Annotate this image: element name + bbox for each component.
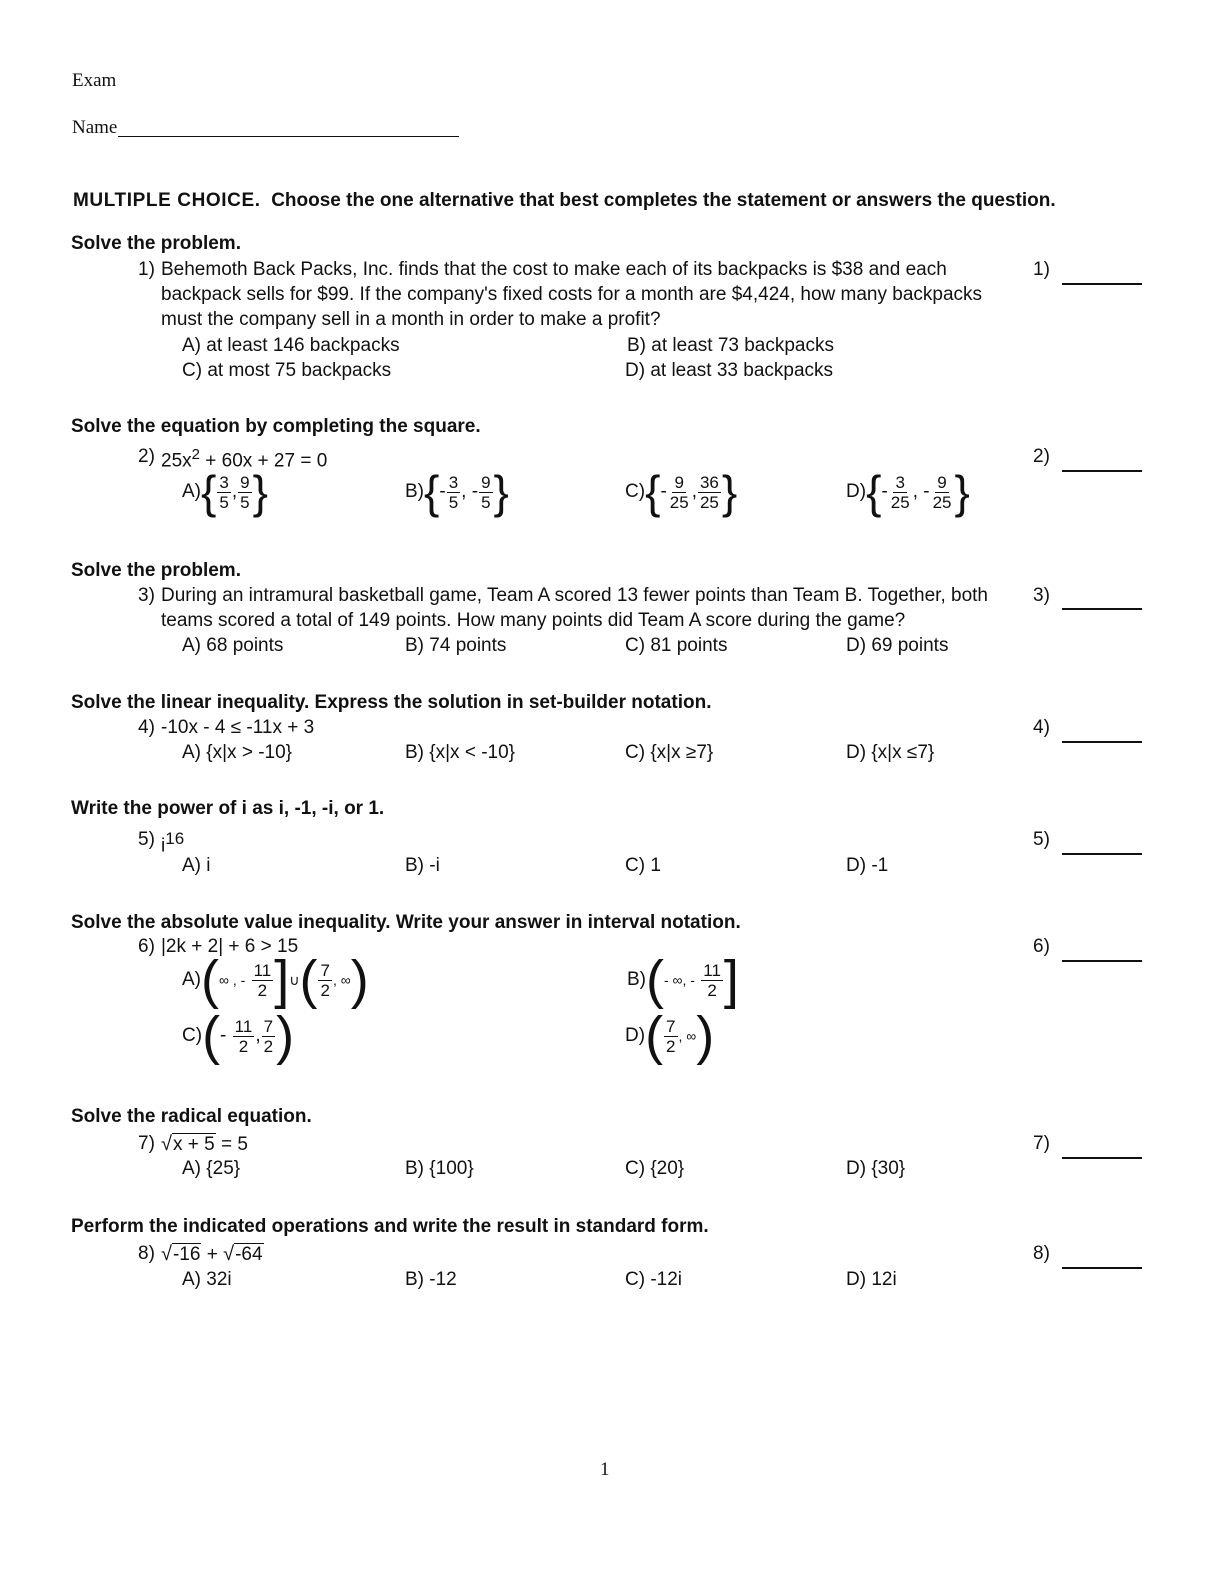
question-number-5: 5) xyxy=(138,829,155,850)
question-7-stem: √x + 5 = 5 xyxy=(161,1133,248,1155)
question-1-line-2: backpack sells for $99. If the company's fixed costs for a month are $4,424, how many backpacks xyxy=(161,284,983,305)
answer-blank-8[interactable] xyxy=(1062,1267,1142,1269)
instructions: MULTIPLE CHOICE. Choose the one alternative that best completes the statement or answers the question. xyxy=(73,190,1056,211)
choice-6d[interactable]: D) ( $\frac{7}{2}$ , ∞ ) xyxy=(625,1006,715,1066)
question-number-2: 2) xyxy=(138,446,155,467)
question-number-1: 1) xyxy=(138,259,155,280)
answer-number-7: 7) xyxy=(1033,1133,1050,1154)
radicand: -64 xyxy=(235,1244,263,1265)
question-6-stem: |2k + 2| + 6 > 15 xyxy=(161,936,299,957)
choice-1b[interactable]: B) at least 73 backpacks xyxy=(627,335,834,356)
choice-4d[interactable]: D) {x|x ≤7} xyxy=(846,742,935,763)
question-3-line-1: During an intramural basketball game, Team A scored 13 fewer points than Team B. Together, both xyxy=(161,585,988,606)
choice-3d[interactable]: D) 69 points xyxy=(846,635,949,656)
section-heading-3: Solve the problem. xyxy=(71,560,241,581)
choice-3c[interactable]: C) 81 points xyxy=(625,635,728,656)
answer-blank-7[interactable] xyxy=(1062,1157,1142,1159)
choice-7b[interactable]: B) {100} xyxy=(405,1158,474,1179)
choice-6a[interactable]: A) ( ∞ , - $\frac{11}{2}$ ] ∪ ( $\frac{7}{2}$ , ∞ ) xyxy=(182,950,369,1010)
fraction: $\frac{9}{5}$ xyxy=(481,472,491,512)
answer-blank-3[interactable] xyxy=(1062,608,1142,610)
choice-4b[interactable]: B) {x|x < -10} xyxy=(405,742,516,763)
question-1-line-3: must the company sell in a month in order to make a profit? xyxy=(161,309,661,330)
radicand: -16 xyxy=(172,1244,201,1265)
question-number-4: 4) xyxy=(138,717,155,738)
fraction: $\frac{11}{2}$ xyxy=(703,960,721,1000)
answer-number-5: 5) xyxy=(1033,829,1050,850)
section-heading-6: Solve the absolute value inequality. Write your answer in interval notation. xyxy=(71,912,741,933)
choice-7d[interactable]: D) {30} xyxy=(846,1158,906,1179)
answer-blank-2[interactable] xyxy=(1062,470,1142,472)
section-heading-8: Perform the indicated operations and write the result in standard form. xyxy=(71,1216,709,1237)
choice-8a[interactable]: A) 32i xyxy=(182,1269,232,1290)
choice-3b[interactable]: B) 74 points xyxy=(405,635,507,656)
choice-5c[interactable]: C) 1 xyxy=(625,855,661,876)
section-heading-2: Solve the equation by completing the square. xyxy=(71,416,481,437)
answer-number-4: 4) xyxy=(1033,717,1050,738)
section-heading-4: Solve the linear inequality. Express the solution in set-builder notation. xyxy=(71,692,712,713)
question-1-line-1: Behemoth Back Packs, Inc. finds that the cost to make each of its backpacks is $38 and each xyxy=(161,259,947,280)
answer-number-8: 8) xyxy=(1033,1243,1050,1264)
fraction: $\frac{3}{5}$ xyxy=(219,472,229,512)
fraction: $\frac{9}{5}$ xyxy=(240,472,250,512)
question-5-stem: $i^{16}$ xyxy=(161,829,185,857)
choice-4a[interactable]: A) {x|x > -10} xyxy=(182,742,293,763)
fraction: $\frac{7}{2}$ xyxy=(263,1016,274,1056)
choice-2c[interactable]: C) { - $\frac{9}{25}$ , $\frac{36}{25}$ } xyxy=(625,466,738,518)
fraction: $\frac{9}{25}$ xyxy=(669,472,689,512)
fraction: $\frac{3}{25}$ xyxy=(890,472,910,512)
section-heading-7: Solve the radical equation. xyxy=(71,1106,312,1127)
choice-1a[interactable]: A) at least 146 backpacks xyxy=(182,335,400,356)
choice-7c[interactable]: C) {20} xyxy=(625,1158,685,1179)
question-number-8: 8) xyxy=(138,1243,155,1264)
question-number-3: 3) xyxy=(138,585,155,606)
section-heading-1: Solve the problem. xyxy=(71,233,241,254)
answer-blank-1[interactable] xyxy=(1062,283,1142,285)
question-number-6: 6) xyxy=(138,936,155,957)
page-number: 1 xyxy=(600,1459,610,1480)
choice-1d[interactable]: D) at least 33 backpacks xyxy=(625,360,834,381)
fraction: $\frac{36}{25}$ xyxy=(699,472,719,512)
choice-2b[interactable]: B) { - $\frac{3}{5}$ , - $\frac{9}{5}$ } xyxy=(405,466,509,518)
answer-blank-5[interactable] xyxy=(1062,853,1142,855)
question-8-stem: √-16 + √-64 xyxy=(161,1243,263,1265)
choice-6c[interactable]: C) ( - $\frac{11}{2}$ , $\frac{7}{2}$ ) xyxy=(182,1006,295,1066)
choice-8b[interactable]: B) -12 xyxy=(405,1269,457,1290)
choice-2d[interactable]: D) { - $\frac{3}{25}$ , - $\frac{9}{25}$ } xyxy=(846,466,970,518)
fraction: $\frac{11}{2}$ xyxy=(253,960,272,1000)
question-number-7: 7) xyxy=(138,1133,155,1154)
choice-1c[interactable]: C) at most 75 backpacks xyxy=(182,360,392,381)
choice-8d[interactable]: D) 12i xyxy=(846,1269,897,1290)
answer-blank-4[interactable] xyxy=(1062,741,1142,743)
choice-7a[interactable]: A) {25} xyxy=(182,1158,241,1179)
question-3-line-2: teams scored a total of 149 points. How many points did Team A score during the game? xyxy=(161,610,906,631)
question-4-stem: -10x - 4 ≤ -11x + 3 xyxy=(161,717,315,738)
answer-number-1: 1) xyxy=(1033,259,1050,280)
fraction: $\frac{11}{2}$ xyxy=(234,1016,253,1056)
radicand: x + 5 xyxy=(172,1134,215,1155)
name-label: Name xyxy=(72,117,118,138)
choice-4c[interactable]: C) {x|x ≥7} xyxy=(625,742,714,763)
exam-title: Exam xyxy=(72,70,117,91)
name-field[interactable] xyxy=(118,136,459,137)
choice-6b[interactable]: B) ( - ∞, - $\frac{11}{2}$ ] xyxy=(627,950,739,1010)
fraction: $\frac{7}{2}$ xyxy=(320,960,330,1000)
section-heading-5: Write the power of i as i, -1, -i, or 1. xyxy=(71,798,385,819)
choice-5b[interactable]: B) -i xyxy=(405,855,440,876)
answer-number-2: 2) xyxy=(1033,446,1050,467)
question-2-stem: $25x^2 + 60x + 27 = 0$ xyxy=(161,446,328,472)
choice-5d[interactable]: D) -1 xyxy=(846,855,889,876)
choice-2a[interactable]: A) { $\frac{3}{5}$ , $\frac{9}{5}$ } xyxy=(182,466,268,518)
answer-blank-6[interactable] xyxy=(1062,960,1142,962)
fraction: $\frac{7}{2}$ xyxy=(666,1016,676,1056)
choice-8c[interactable]: C) -12i xyxy=(625,1269,683,1290)
choice-3a[interactable]: A) 68 points xyxy=(182,635,284,656)
fraction: $\frac{3}{5}$ xyxy=(448,472,459,512)
fraction: $\frac{9}{25}$ xyxy=(932,472,952,512)
answer-number-3: 3) xyxy=(1033,585,1050,606)
choice-5a[interactable]: A) i xyxy=(182,855,211,876)
answer-number-6: 6) xyxy=(1033,936,1050,957)
